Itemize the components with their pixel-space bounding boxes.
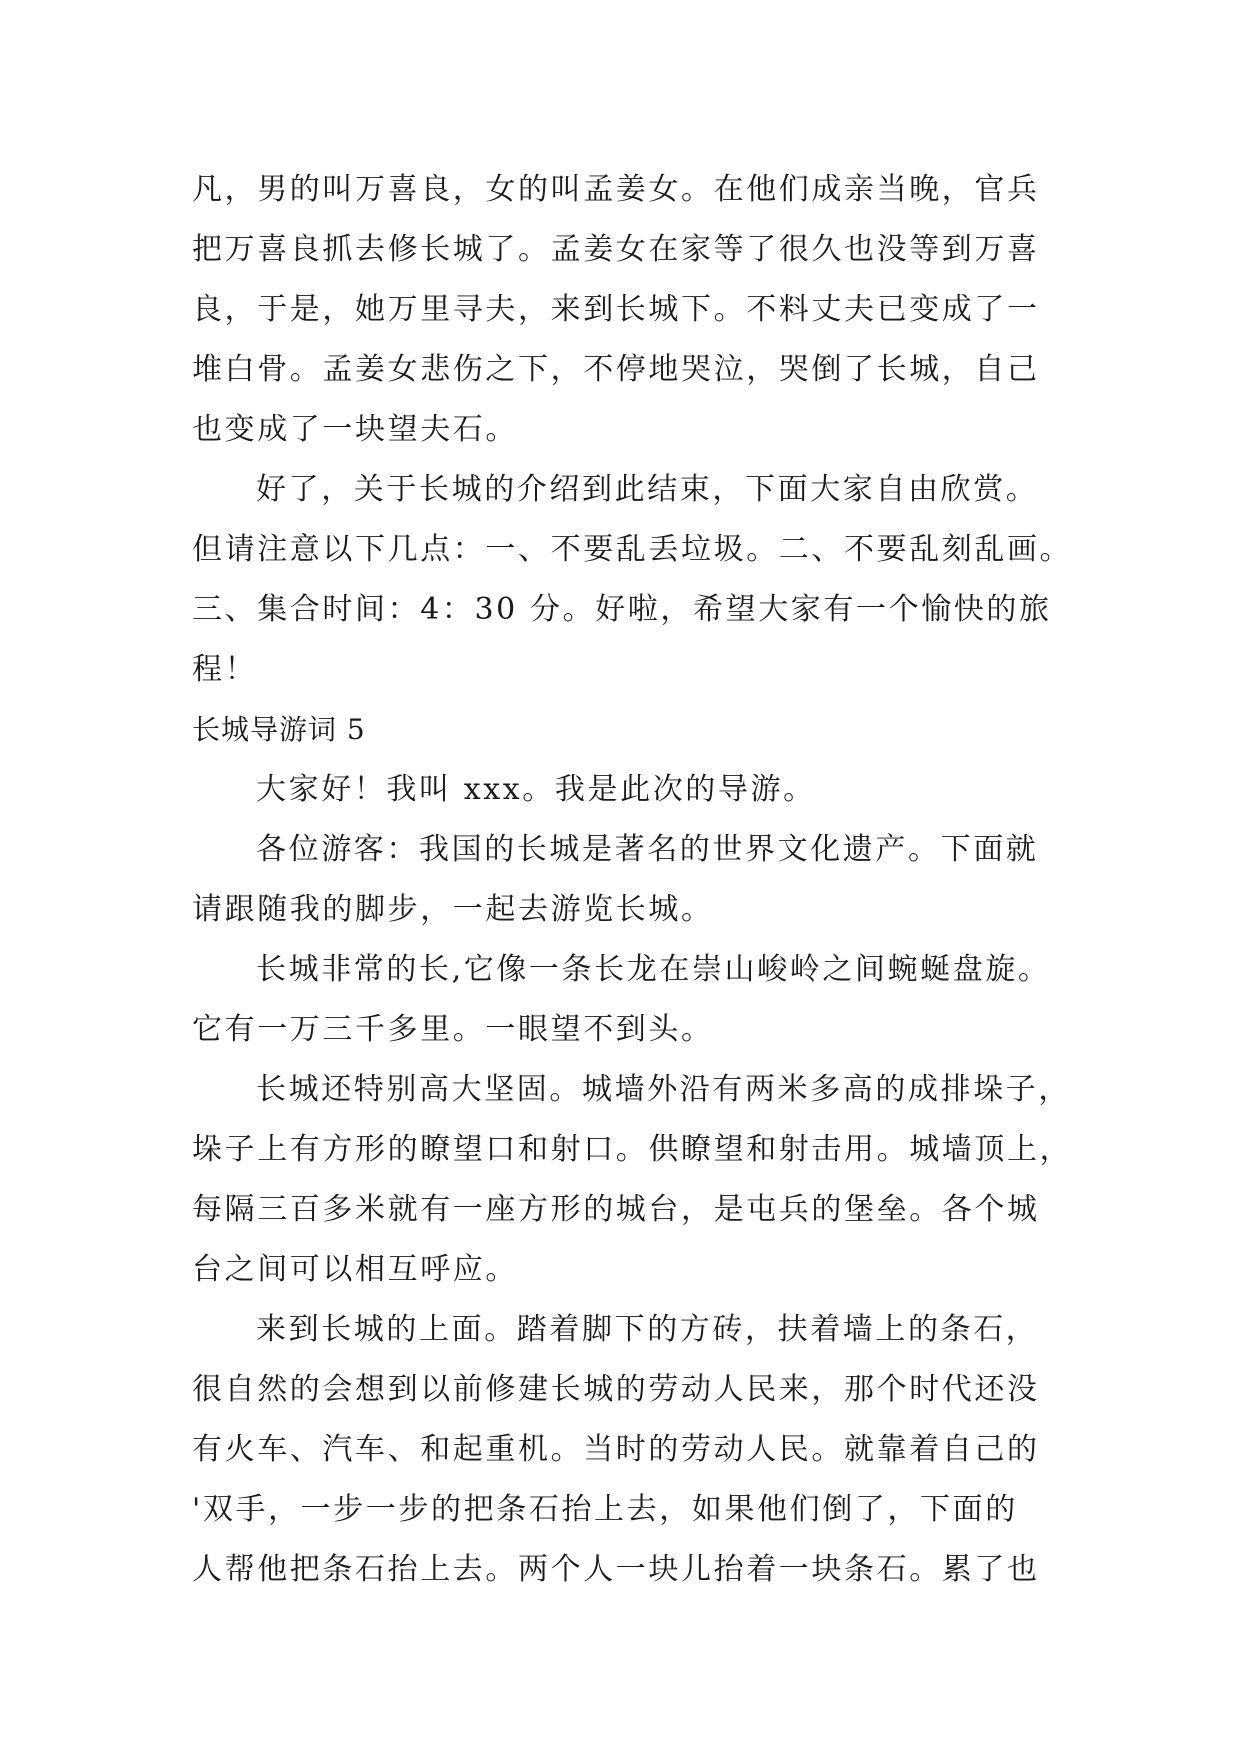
text-line: 每隔三百多米就有一座方形的城台，是屯兵的堡垒。各个城 [192,1192,1040,1227]
paragraph-first-line: 大家好！我叫 xxx。我是此次的导游。 [256,772,816,807]
text-line: 台之间可以相互呼应。 [192,1252,518,1287]
text-line: 也变成了一块望夫石。 [192,412,518,447]
text-line: 很自然的会想到以前修建长城的劳动人民来，那个时代还没 [192,1372,1040,1407]
paragraph-first-line: 长城还特别高大坚固。城墙外沿有两米多高的成排垛子， [256,1072,1071,1107]
section-heading: 长城导游词 5 [192,713,366,746]
text-line: 请跟随我的脚步，一起去游览长城。 [192,892,714,927]
document-body [192,160,1073,1600]
text-line: 把万喜良抓去修长城了。孟姜女在家等了很久也没等到万喜 [192,232,1040,267]
text-line: 良，于是，她万里寻夫，来到长城下。不料丈夫已变成了一 [192,292,1040,327]
text-line: 人帮他把条石抬上去。两个人一块儿抬着一块条石。累了也 [192,1552,1040,1587]
text-line: 它有一万三千多里。一眼望不到头。 [192,1012,714,1047]
paragraph-first-line: 长城非常的长,它像一条长龙在崇山峻岭之间蜿蜒盘旋。 [256,952,1051,987]
paragraph-first-line: 来到长城的上面。踏着脚下的方砖，扶着墙上的条石， [256,1312,1039,1347]
text-line: '双手，一步一步的把条石抬上去，如果他们倒了，下面的 [192,1492,1018,1527]
paragraph-first-line: 各位游客：我国的长城是著名的世界文化遗产。下面就 [256,832,1039,867]
paragraph-first-line: 好了，关于长城的介绍到此结束，下面大家自由欣赏。 [256,472,1039,507]
text-line: 堆白骨。孟姜女悲伤之下，不停地哭泣，哭倒了长城，自己 [192,352,1040,387]
text-line: 程！ [192,652,258,687]
text-line: 但请注意以下几点：一、不要乱丢垃圾。二、不要乱刻乱画。 [192,532,1073,567]
text-line: 凡，男的叫万喜良，女的叫孟姜女。在他们成亲当晚，官兵 [192,172,1040,207]
text-line: 有火车、汽车、和起重机。当时的劳动人民。就靠着自己的 [192,1432,1040,1467]
text-line: 垛子上有方形的瞭望口和射口。供瞭望和射击用。城墙顶上， [192,1132,1073,1167]
text-line: 三、集合时间：4：30 分。好啦，希望大家有一个愉快的旅 [192,592,1052,627]
